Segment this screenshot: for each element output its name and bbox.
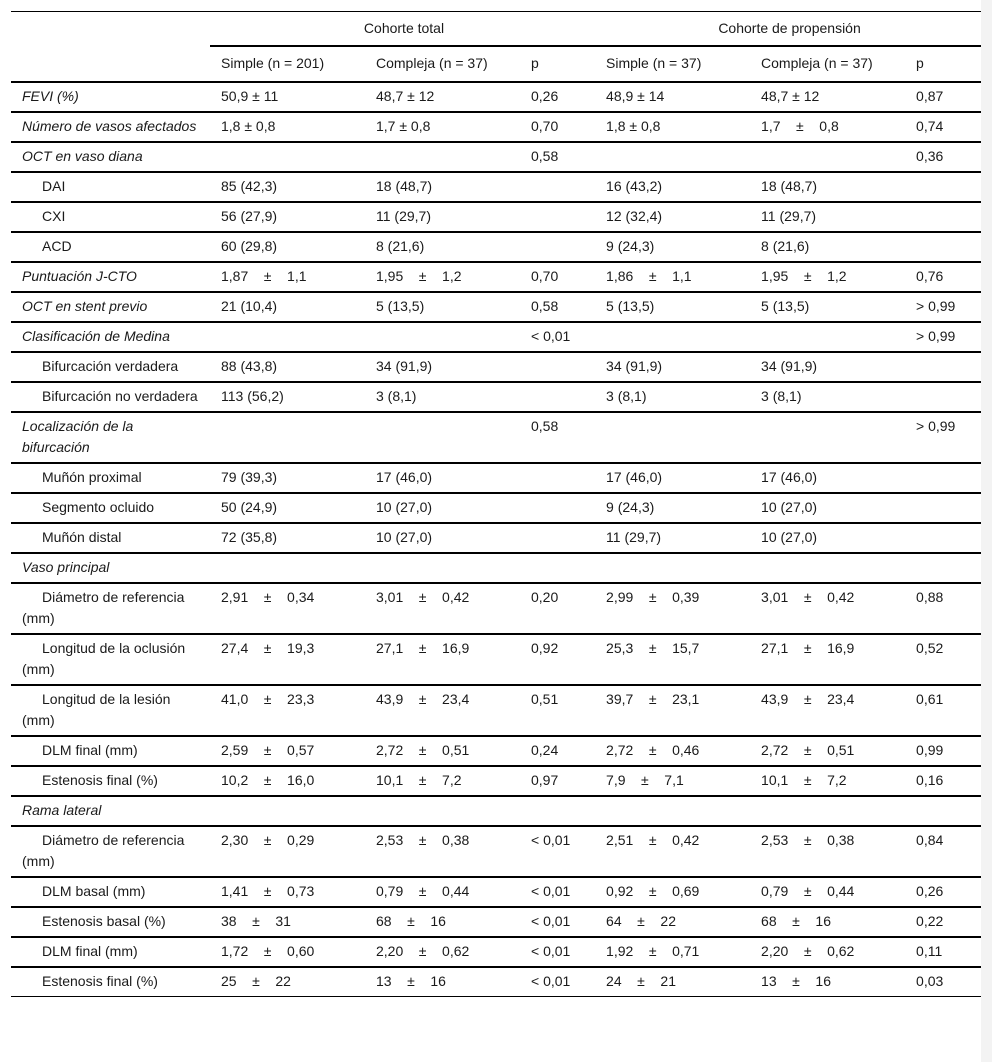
p-value-cell: 0,03: [905, 967, 981, 997]
p-value-cell: 0,36: [905, 142, 981, 172]
comparison-table: [11, 11, 981, 997]
value-cell: 13 ± 16: [365, 967, 520, 997]
p-value-cell: 0,61: [905, 685, 981, 736]
value-cell: 2,53 ± 0,38: [750, 826, 905, 877]
value-cell: 18 (48,7): [365, 172, 520, 202]
p-value-cell: 0,70: [520, 262, 595, 292]
table-row: [11, 796, 981, 826]
value-cell: 1,95 ± 1,2: [365, 262, 520, 292]
row-label: ACD: [11, 232, 210, 262]
value-cell: 1,7 ± 0,8: [365, 112, 520, 142]
p-value-cell: 0,58: [520, 292, 595, 322]
p-value-cell: [905, 796, 981, 826]
column-header: Compleja (n = 37): [761, 55, 873, 71]
p-value-cell: [520, 202, 595, 232]
value-cell: 0,79 ± 0,44: [750, 877, 905, 907]
header-group-row: [11, 12, 981, 47]
table-row: [11, 322, 981, 352]
value-cell: 24 ± 21: [595, 967, 750, 997]
p-value-cell: [905, 352, 981, 382]
row-label: Clasificación de Medina: [11, 322, 210, 352]
p-value-cell: > 0,99: [905, 322, 981, 352]
table-row: [11, 172, 981, 202]
table-row: [11, 736, 981, 766]
p-value-cell: 0,52: [905, 634, 981, 685]
value-cell: [210, 553, 365, 583]
row-label: OCT en vaso diana: [11, 142, 210, 172]
value-cell: 2,99 ± 0,39: [595, 583, 750, 634]
value-cell: 38 ± 31: [210, 907, 365, 937]
table-row: [11, 493, 981, 523]
value-cell: 17 (46,0): [365, 463, 520, 493]
row-label: Diámetro de referencia (mm): [11, 826, 210, 877]
value-cell: 85 (42,3): [210, 172, 365, 202]
value-cell: 5 (13,5): [365, 292, 520, 322]
value-cell: [595, 796, 750, 826]
column-header: p: [916, 55, 924, 71]
p-value-cell: 0,58: [520, 142, 595, 172]
p-value-cell: 0,99: [905, 736, 981, 766]
value-cell: [595, 412, 750, 463]
value-cell: 27,1 ± 16,9: [750, 634, 905, 685]
group-header-propensity-cohort: Cohorte de propensión: [595, 12, 981, 47]
row-label: Estenosis final (%): [11, 766, 210, 796]
row-label: Estenosis basal (%): [11, 907, 210, 937]
value-cell: 39,7 ± 23,1: [595, 685, 750, 736]
value-cell: 56 (27,9): [210, 202, 365, 232]
value-cell: 113 (56,2): [210, 382, 365, 412]
column-header: Simple (n = 37): [606, 55, 702, 71]
table-row: [11, 634, 981, 685]
p-value-cell: [520, 352, 595, 382]
row-label: Muñón distal: [11, 523, 210, 553]
value-cell: 10 (27,0): [365, 493, 520, 523]
value-cell: 11 (29,7): [595, 523, 750, 553]
value-cell: 2,59 ± 0,57: [210, 736, 365, 766]
row-label: Longitud de la oclusión (mm): [11, 634, 210, 685]
value-cell: 0,92 ± 0,69: [595, 877, 750, 907]
value-cell: 10 (27,0): [365, 523, 520, 553]
p-value-cell: [905, 493, 981, 523]
value-cell: [365, 322, 520, 352]
value-cell: 27,4 ± 19,3: [210, 634, 365, 685]
table-row: [11, 553, 981, 583]
value-cell: [750, 142, 905, 172]
row-label: Bifurcación no verdadera: [11, 382, 210, 412]
value-cell: 2,20 ± 0,62: [365, 937, 520, 967]
value-cell: 9 (24,3): [595, 232, 750, 262]
value-cell: 0,79 ± 0,44: [365, 877, 520, 907]
value-cell: [750, 412, 905, 463]
table-row: [11, 412, 981, 463]
value-cell: [595, 322, 750, 352]
table-row: [11, 382, 981, 412]
value-cell: 10,1 ± 7,2: [750, 766, 905, 796]
value-cell: 50 (24,9): [210, 493, 365, 523]
p-value-cell: > 0,99: [905, 412, 981, 463]
table-row: [11, 292, 981, 322]
value-cell: 68 ± 16: [365, 907, 520, 937]
value-cell: 11 (29,7): [750, 202, 905, 232]
value-cell: 21 (10,4): [210, 292, 365, 322]
table-row: [11, 463, 981, 493]
row-label: Vaso principal: [11, 553, 210, 583]
value-cell: 1,92 ± 0,71: [595, 937, 750, 967]
p-value-cell: [905, 553, 981, 583]
p-value-cell: < 0,01: [520, 967, 595, 997]
page-margin: [981, 0, 992, 1062]
value-cell: 17 (46,0): [595, 463, 750, 493]
row-label: DLM final (mm): [11, 937, 210, 967]
value-cell: [365, 553, 520, 583]
p-value-cell: [520, 172, 595, 202]
value-cell: 64 ± 22: [595, 907, 750, 937]
row-label: DLM basal (mm): [11, 877, 210, 907]
table-row: [11, 967, 981, 997]
row-label: Segmento ocluido: [11, 493, 210, 523]
table-row: [11, 142, 981, 172]
table-row: [11, 262, 981, 292]
row-label: Muñón proximal: [11, 463, 210, 493]
table-row: [11, 685, 981, 736]
row-label: Localización de la bifurcación: [11, 412, 210, 463]
value-cell: 16 (43,2): [595, 172, 750, 202]
table-row: [11, 826, 981, 877]
row-label: Puntuación J-CTO: [11, 262, 210, 292]
table-row: [11, 766, 981, 796]
value-cell: 1,86 ± 1,1: [595, 262, 750, 292]
value-cell: 88 (43,8): [210, 352, 365, 382]
p-value-cell: 0,20: [520, 583, 595, 634]
table-body: [11, 82, 981, 997]
value-cell: [365, 796, 520, 826]
value-cell: 43,9 ± 23,4: [365, 685, 520, 736]
p-value-cell: < 0,01: [520, 877, 595, 907]
value-cell: 48,7 ± 12: [365, 82, 520, 112]
p-value-cell: [520, 493, 595, 523]
p-value-cell: > 0,99: [905, 292, 981, 322]
group-header-total-cohort: Cohorte total: [210, 12, 595, 47]
value-cell: [210, 796, 365, 826]
p-value-cell: 0,74: [905, 112, 981, 142]
value-cell: [365, 142, 520, 172]
table-row: [11, 907, 981, 937]
value-cell: [365, 412, 520, 463]
value-cell: 72 (35,8): [210, 523, 365, 553]
value-cell: 1,72 ± 0,60: [210, 937, 365, 967]
value-cell: 11 (29,7): [365, 202, 520, 232]
value-cell: 7,9 ± 7,1: [595, 766, 750, 796]
value-cell: 5 (13,5): [595, 292, 750, 322]
table-row: [11, 202, 981, 232]
value-cell: 1,41 ± 0,73: [210, 877, 365, 907]
value-cell: 34 (91,9): [365, 352, 520, 382]
p-value-cell: 0,87: [905, 82, 981, 112]
header-empty-cell: [11, 12, 210, 83]
p-value-cell: < 0,01: [520, 322, 595, 352]
row-label: Longitud de la lesión (mm): [11, 685, 210, 736]
p-value-cell: [905, 523, 981, 553]
value-cell: [210, 142, 365, 172]
value-cell: 2,51 ± 0,42: [595, 826, 750, 877]
value-cell: 79 (39,3): [210, 463, 365, 493]
value-cell: [595, 142, 750, 172]
value-cell: [750, 796, 905, 826]
p-value-cell: [905, 463, 981, 493]
value-cell: 1,87 ± 1,1: [210, 262, 365, 292]
p-value-cell: 0,16: [905, 766, 981, 796]
row-label: FEVI (%): [11, 82, 210, 112]
value-cell: 43,9 ± 23,4: [750, 685, 905, 736]
value-cell: 60 (29,8): [210, 232, 365, 262]
table-row: [11, 352, 981, 382]
column-header: Simple (n = 201): [221, 55, 325, 71]
table-row: [11, 82, 981, 112]
row-label: DAI: [11, 172, 210, 202]
p-value-cell: [905, 172, 981, 202]
p-value-cell: 0,84: [905, 826, 981, 877]
row-label: DLM final (mm): [11, 736, 210, 766]
value-cell: 2,20 ± 0,62: [750, 937, 905, 967]
value-cell: 10,1 ± 7,2: [365, 766, 520, 796]
row-label: Diámetro de referencia (mm): [11, 583, 210, 634]
value-cell: 8 (21,6): [365, 232, 520, 262]
value-cell: 34 (91,9): [750, 352, 905, 382]
value-cell: 25 ± 22: [210, 967, 365, 997]
p-value-cell: [905, 202, 981, 232]
p-value-cell: [520, 463, 595, 493]
value-cell: 25,3 ± 15,7: [595, 634, 750, 685]
row-label: Rama lateral: [11, 796, 210, 826]
value-cell: 68 ± 16: [750, 907, 905, 937]
p-value-cell: 0,24: [520, 736, 595, 766]
value-cell: 1,95 ± 1,2: [750, 262, 905, 292]
p-value-cell: 0,70: [520, 112, 595, 142]
value-cell: 2,53 ± 0,38: [365, 826, 520, 877]
value-cell: 34 (91,9): [595, 352, 750, 382]
value-cell: [210, 412, 365, 463]
value-cell: 5 (13,5): [750, 292, 905, 322]
value-cell: 2,91 ± 0,34: [210, 583, 365, 634]
row-label: Número de vasos afectados: [11, 112, 210, 142]
value-cell: 3,01 ± 0,42: [365, 583, 520, 634]
p-value-cell: < 0,01: [520, 826, 595, 877]
p-value-cell: [905, 232, 981, 262]
p-value-cell: < 0,01: [520, 907, 595, 937]
p-value-cell: 0,51: [520, 685, 595, 736]
value-cell: [595, 553, 750, 583]
value-cell: 18 (48,7): [750, 172, 905, 202]
data-table-container: [11, 11, 981, 997]
value-cell: 2,72 ± 0,51: [365, 736, 520, 766]
p-value-cell: 0,88: [905, 583, 981, 634]
column-header: Compleja (n = 37): [376, 55, 488, 71]
value-cell: [210, 322, 365, 352]
value-cell: 48,7 ± 12: [750, 82, 905, 112]
p-value-cell: < 0,01: [520, 937, 595, 967]
p-value-cell: 0,76: [905, 262, 981, 292]
p-value-cell: 0,92: [520, 634, 595, 685]
value-cell: 1,8 ± 0,8: [210, 112, 365, 142]
p-value-cell: [905, 382, 981, 412]
value-cell: 12 (32,4): [595, 202, 750, 232]
table-row: [11, 523, 981, 553]
p-value-cell: 0,26: [520, 82, 595, 112]
row-label: Bifurcación verdadera: [11, 352, 210, 382]
p-value-cell: 0,22: [905, 907, 981, 937]
value-cell: 3,01 ± 0,42: [750, 583, 905, 634]
p-value-cell: [520, 232, 595, 262]
value-cell: 10 (27,0): [750, 493, 905, 523]
value-cell: 41,0 ± 23,3: [210, 685, 365, 736]
table-row: [11, 937, 981, 967]
value-cell: 2,30 ± 0,29: [210, 826, 365, 877]
p-value-cell: 0,26: [905, 877, 981, 907]
table-row: [11, 583, 981, 634]
value-cell: 3 (8,1): [750, 382, 905, 412]
p-value-cell: [520, 553, 595, 583]
value-cell: 13 ± 16: [750, 967, 905, 997]
column-header: p: [531, 55, 539, 71]
value-cell: 17 (46,0): [750, 463, 905, 493]
value-cell: 10 (27,0): [750, 523, 905, 553]
value-cell: 3 (8,1): [365, 382, 520, 412]
value-cell: [750, 553, 905, 583]
p-value-cell: [520, 523, 595, 553]
value-cell: 1,7 ± 0,8: [750, 112, 905, 142]
row-label: OCT en stent previo: [11, 292, 210, 322]
value-cell: 8 (21,6): [750, 232, 905, 262]
value-cell: 48,9 ± 14: [595, 82, 750, 112]
value-cell: [750, 322, 905, 352]
row-label: CXI: [11, 202, 210, 232]
value-cell: 2,72 ± 0,51: [750, 736, 905, 766]
p-value-cell: [520, 382, 595, 412]
value-cell: 10,2 ± 16,0: [210, 766, 365, 796]
row-label: Estenosis final (%): [11, 967, 210, 997]
value-cell: 27,1 ± 16,9: [365, 634, 520, 685]
value-cell: 1,8 ± 0,8: [595, 112, 750, 142]
p-value-cell: 0,58: [520, 412, 595, 463]
table-row: [11, 112, 981, 142]
value-cell: 3 (8,1): [595, 382, 750, 412]
value-cell: 9 (24,3): [595, 493, 750, 523]
value-cell: 2,72 ± 0,46: [595, 736, 750, 766]
value-cell: 50,9 ± 11: [210, 82, 365, 112]
table-row: [11, 232, 981, 262]
p-value-cell: [520, 796, 595, 826]
p-value-cell: 0,97: [520, 766, 595, 796]
table-row: [11, 877, 981, 907]
p-value-cell: 0,11: [905, 937, 981, 967]
